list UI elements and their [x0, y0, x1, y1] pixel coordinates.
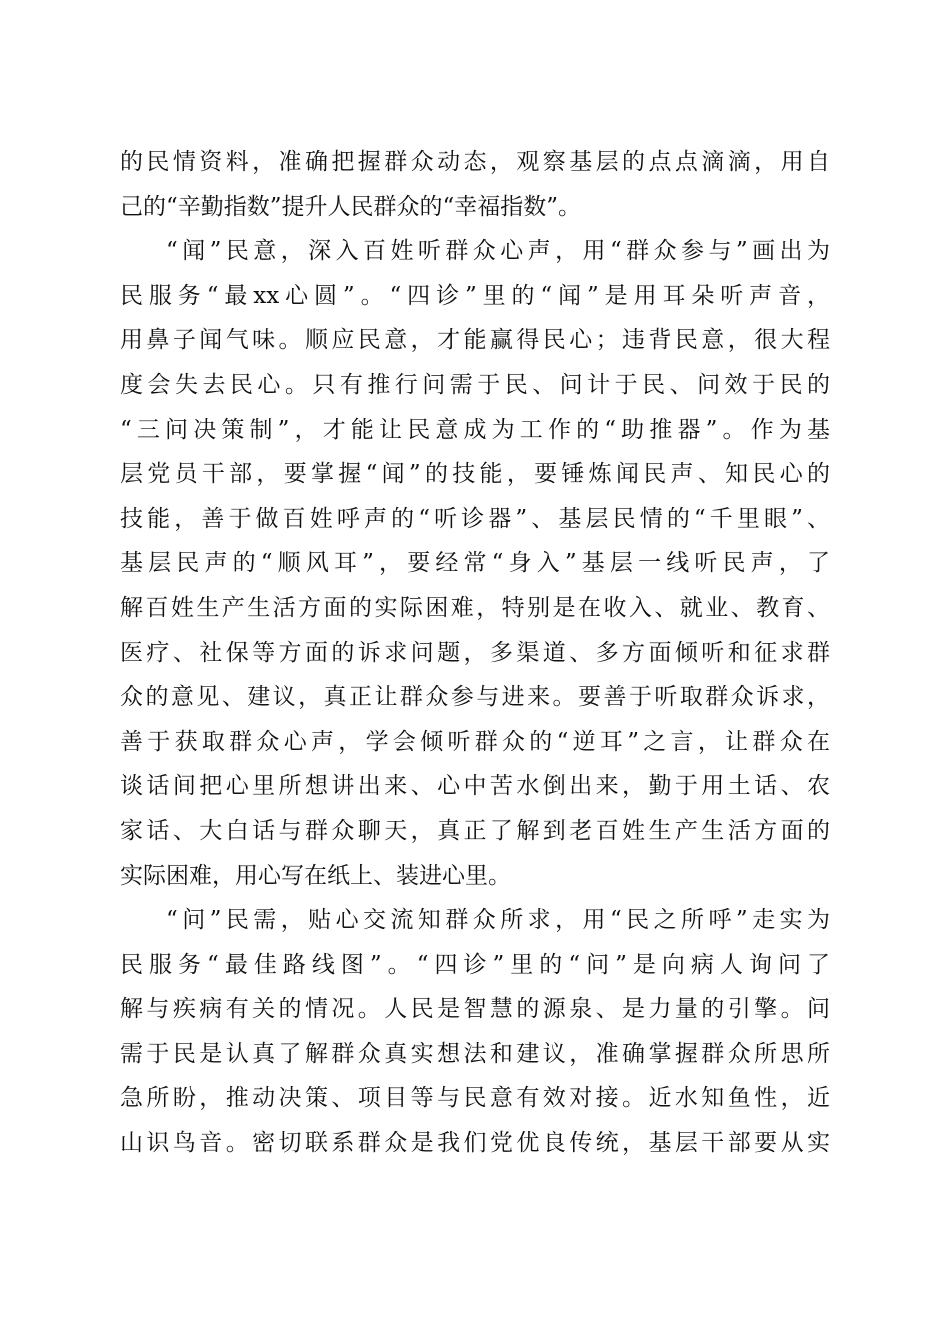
text-line: 解百姓生产生活方面的实际困难，特别是在收入、就业、教育、: [120, 594, 830, 621]
text-line: 的民情资料，准确把握群众动态，观察基层的点点滴滴，用自: [120, 149, 830, 175]
body-text: [120, 140, 830, 1166]
text-line: 民服务“最佳路线图”。“四诊”里的“问”是向病人询问了: [120, 951, 830, 978]
text-line: 层党员干部，要掌握“闻”的技能，要锤炼闻民声、知民心的: [120, 461, 830, 488]
text-line: “问”民需，贴心交流知群众所求，用“民之所呼”走实为: [166, 907, 830, 934]
text-line: 技能，善于做百姓呼声的“听诊器”、基层民情的“千里眼”、: [120, 505, 830, 532]
text-line: 山识鸟音。密切联系群众是我们党优良传统，基层干部要从实: [120, 1130, 830, 1157]
text-line: 医疗、社保等方面的诉求问题，多渠道、多方面倾听和征求群: [120, 639, 830, 666]
text-line: 急所盼，推动决策、项目等与民意有效对接。近水知鱼性，近: [120, 1085, 830, 1112]
text-line: “闻”民意，深入百姓听群众心声，用“群众参与”画出为: [166, 238, 830, 265]
text-line: 己的“辛勤指数”提升人民群众的“幸福指数”。: [120, 193, 582, 220]
text-line: 基层民声的“顺风耳”，要经常“身入”基层一线听民声，了: [120, 550, 830, 577]
text-line: 解与疾病有关的情况。人民是智慧的源泉、是力量的引擎。问: [120, 996, 830, 1023]
text-line: “三问决策制”，才能让民意成为工作的“助推器”。作为基: [120, 416, 830, 443]
text-line: 善于获取群众心声，学会倾听群众的“逆耳”之言，让群众在: [120, 728, 830, 755]
text-line: 用鼻子闻气味。顺应民意，才能赢得民心；违背民意，很大程: [120, 327, 830, 354]
text-line: 需于民是认真了解群众真实想法和建议，准确掌握群众所思所: [120, 1040, 830, 1067]
text-line: 民服务“最xx心圆”。“四诊”里的“闻”是用耳朵听声音，: [120, 282, 830, 309]
text-line: 度会失去民心。只有推行问需于民、问计于民、问效于民的: [120, 371, 830, 398]
text-line: 众的意见、建议，真正让群众参与进来。要善于听取群众诉求，: [120, 684, 830, 711]
text-line: 实际困难，用心写在纸上、装进心里。: [120, 862, 511, 889]
text-line: 谈话间把心里所想讲出来、心中苦水倒出来，勤于用土话、农: [120, 773, 830, 800]
text-line: 家话、大白话与群众聊天，真正了解到老百姓生产生活方面的: [120, 817, 830, 844]
